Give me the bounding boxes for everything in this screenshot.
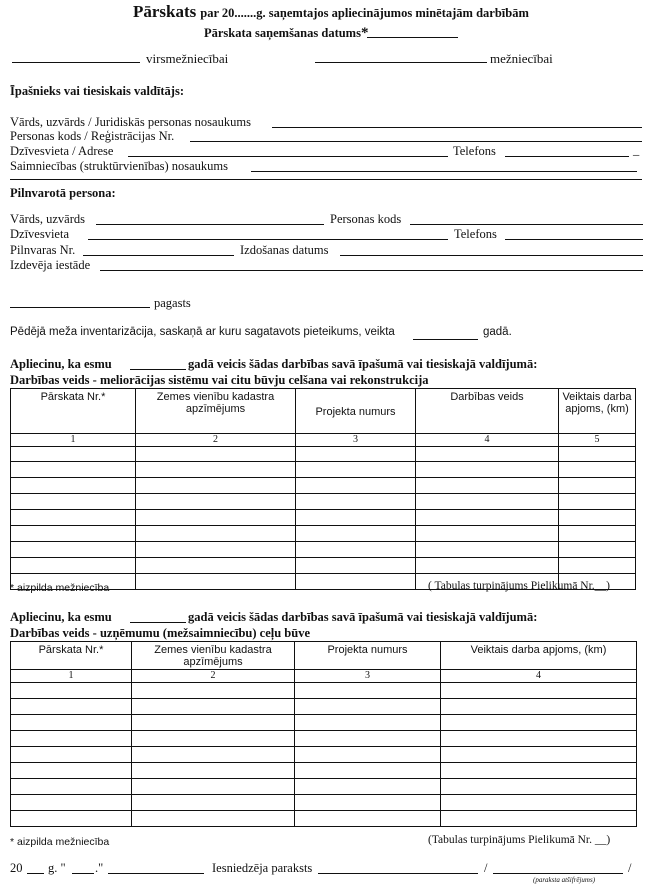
- table-cell[interactable]: [136, 558, 296, 574]
- table-row: [11, 542, 636, 558]
- section2-note: * aizpilda mežniecība: [10, 836, 110, 848]
- section2-type: Darbības veids - uzņēmumu (mežsaimniecību) ceļu būve: [10, 626, 310, 640]
- footer-decode-field[interactable]: [493, 873, 623, 874]
- proxy-issuer-field[interactable]: [100, 270, 643, 271]
- inventory-year-field[interactable]: [413, 339, 478, 340]
- s1-col-number: 3: [296, 434, 416, 447]
- table-cell[interactable]: [559, 462, 636, 478]
- footer-g-label: g. ": [48, 861, 66, 875]
- proxy-poa-field[interactable]: [83, 255, 234, 256]
- s1-header-cadastral: Zemes vienību kadastra apzīmējums: [136, 389, 296, 434]
- owner-unit-field[interactable]: [251, 171, 637, 172]
- forestry-district-field[interactable]: [12, 62, 140, 63]
- s1-header-activity: Darbības veids: [416, 389, 559, 434]
- proxy-phone-field[interactable]: [505, 239, 643, 240]
- table-cell[interactable]: [295, 795, 441, 811]
- footer-day-field[interactable]: [72, 873, 94, 874]
- section2-cert-before: Apliecinu, ka esmu: [10, 610, 112, 624]
- table-cell[interactable]: [416, 447, 559, 462]
- section1-note: * aizpilda mežniecība: [10, 582, 110, 594]
- table-cell[interactable]: [295, 811, 441, 827]
- section1-cert-before: Apliecinu, ka esmu: [10, 357, 112, 371]
- table-cell[interactable]: [295, 715, 441, 731]
- table-row: [11, 478, 636, 494]
- forestry-office-label: mežniecībai: [490, 51, 553, 66]
- table-cell[interactable]: [132, 779, 295, 795]
- table-cell[interactable]: [132, 811, 295, 827]
- proxy-name-field[interactable]: [96, 224, 324, 225]
- table-cell[interactable]: [11, 478, 136, 494]
- table-cell[interactable]: [441, 747, 637, 763]
- table-cell[interactable]: [441, 715, 637, 731]
- table-cell[interactable]: [11, 558, 136, 574]
- table-cell[interactable]: [136, 494, 296, 510]
- owner-code-label: Personas kods / Reģistrācijas Nr.: [10, 129, 175, 143]
- table-cell[interactable]: [296, 510, 416, 526]
- table-cell[interactable]: [441, 699, 637, 715]
- s1-header-volume: Veiktais darba apjoms, (km): [559, 389, 636, 434]
- table-cell[interactable]: [11, 494, 136, 510]
- table-cell[interactable]: [11, 699, 132, 715]
- s2-header-report-no: Pārskata Nr.*: [11, 642, 132, 670]
- forestry-office-field[interactable]: [315, 62, 487, 63]
- footer-signature-label: Iesniedzēja paraksts: [212, 861, 313, 875]
- table-row: [11, 494, 636, 510]
- table-cell[interactable]: [11, 715, 132, 731]
- s1-col-number: 4: [416, 434, 559, 447]
- table-cell[interactable]: [441, 811, 637, 827]
- table-row: [11, 715, 637, 731]
- table-cell[interactable]: [296, 526, 416, 542]
- table-row: [11, 462, 636, 478]
- asterisk: *: [360, 25, 369, 41]
- table-cell[interactable]: [416, 494, 559, 510]
- received-date-field[interactable]: [367, 37, 458, 38]
- section1-year-field[interactable]: [130, 369, 186, 370]
- proxy-issue-date-label: Izdošanas datums: [240, 243, 329, 257]
- table-cell[interactable]: [296, 558, 416, 574]
- table-cell[interactable]: [296, 447, 416, 462]
- table-cell[interactable]: [11, 779, 132, 795]
- table-cell[interactable]: [11, 510, 136, 526]
- table-cell[interactable]: [11, 763, 132, 779]
- table-cell[interactable]: [11, 683, 132, 699]
- owner-address-label: Dzīvesvieta / Adrese: [10, 144, 114, 158]
- table-cell[interactable]: [132, 699, 295, 715]
- s2-header-project: Projekta numurs: [295, 642, 441, 670]
- proxy-code-field[interactable]: [410, 224, 643, 225]
- table-row: [11, 558, 636, 574]
- footer-slash-left: /: [484, 861, 488, 875]
- footer-decode-caption: (paraksta atšifrējums): [533, 876, 596, 884]
- table-cell[interactable]: [559, 494, 636, 510]
- table-cell[interactable]: [295, 683, 441, 699]
- table-row: [11, 795, 637, 811]
- table-cell[interactable]: [295, 779, 441, 795]
- table-cell[interactable]: [416, 542, 559, 558]
- table-cell[interactable]: [11, 795, 132, 811]
- s2-col-number: 2: [132, 670, 295, 683]
- table-cell[interactable]: [295, 763, 441, 779]
- table-cell[interactable]: [132, 731, 295, 747]
- table-cell[interactable]: [296, 462, 416, 478]
- table-cell[interactable]: [441, 795, 637, 811]
- section1-type: Darbības veids - meliorācijas sistēmu vai citu būvju celšana vai rekonstrukcija: [10, 373, 429, 387]
- footer-year-field[interactable]: [27, 873, 44, 874]
- section1-continuation: ( Tabulas turpinājums Pielikumā Nr.__): [428, 580, 611, 592]
- table-cell[interactable]: [296, 574, 416, 590]
- s1-header-project: Projekta numurs: [296, 389, 416, 434]
- table-row: [11, 811, 637, 827]
- table-cell[interactable]: [296, 494, 416, 510]
- table-cell[interactable]: [136, 526, 296, 542]
- report-title: Pārskats: [133, 2, 197, 21]
- table-cell[interactable]: [441, 731, 637, 747]
- proxy-phone-label: Telefons: [454, 227, 497, 241]
- table-cell[interactable]: [295, 731, 441, 747]
- parish-field[interactable]: [10, 307, 150, 308]
- s2-col-number: 4: [441, 670, 637, 683]
- table-cell[interactable]: [136, 447, 296, 462]
- proxy-name-label: Vārds, uzvārds: [10, 212, 85, 226]
- s1-header-report-no: Pārskata Nr.*: [11, 389, 136, 434]
- footer-month-field[interactable]: [108, 873, 204, 874]
- owner-separator: [10, 179, 642, 180]
- table-cell[interactable]: [416, 526, 559, 542]
- table-row: [11, 447, 636, 462]
- owner-unit-label: Saimniecības (struktūrvienības) nosaukums: [10, 159, 229, 173]
- table-row: [11, 763, 637, 779]
- table-cell[interactable]: [11, 731, 132, 747]
- proxy-poa-label: Pilnvaras Nr.: [10, 243, 76, 257]
- table-row: [11, 683, 637, 699]
- table-cell[interactable]: [132, 763, 295, 779]
- table-row: [11, 747, 637, 763]
- table-cell[interactable]: [132, 747, 295, 763]
- table-cell[interactable]: [11, 526, 136, 542]
- s2-col-number: 3: [295, 670, 441, 683]
- owner-name-field[interactable]: [272, 127, 642, 128]
- table-cell[interactable]: [296, 478, 416, 494]
- table-cell[interactable]: [559, 542, 636, 558]
- table-cell[interactable]: [559, 447, 636, 462]
- table-cell[interactable]: [11, 811, 132, 827]
- table-cell[interactable]: [136, 574, 296, 590]
- s2-header-volume: Veiktais darba apjoms, (km): [441, 642, 637, 670]
- inventory-year-suffix: gadā.: [483, 326, 512, 338]
- section2-continuation: (Tabulas turpinājums Pielikumā Nr. __): [428, 834, 611, 846]
- owner-phone-field[interactable]: [505, 156, 629, 157]
- s1-col-number: 2: [136, 434, 296, 447]
- table-row: [11, 526, 636, 542]
- s2-col-number: 1: [11, 670, 132, 683]
- owner-name-label: Vārds, uzvārds / Juridiskās personas nosaukums: [10, 115, 251, 129]
- footer-signature-field[interactable]: [318, 873, 478, 874]
- table-cell[interactable]: [295, 699, 441, 715]
- section2-cert-after: gadā veicis šādas darbības savā īpašumā vai tiesiskajā valdījumā:: [188, 610, 538, 624]
- table-cell[interactable]: [132, 683, 295, 699]
- s1-col-number: 1: [11, 434, 136, 447]
- inventory-text: Pēdējā meža inventarizācija, saskaņā ar kuru sagatavots pieteikums, veikta: [10, 326, 395, 338]
- proxy-heading: Pilnvarotā persona:: [10, 186, 116, 200]
- report-subtitle: par 20.......g. saņemtajos apliecinājumos minētajām darbībām: [200, 6, 529, 20]
- s2-header-cadastral: Zemes vienību kadastra apzīmējums: [132, 642, 295, 670]
- parish-label: pagasts: [154, 296, 191, 310]
- section1-cert-after: gadā veicis šādas darbības savā īpašumā vai tiesiskajā valdījumā:: [188, 357, 538, 371]
- table-cell[interactable]: [136, 510, 296, 526]
- footer-slash-right: /: [628, 861, 632, 875]
- table-cell[interactable]: [441, 683, 637, 699]
- section2-table: [10, 641, 637, 827]
- table-cell[interactable]: [416, 558, 559, 574]
- table-cell[interactable]: [136, 542, 296, 558]
- forestry-district-label: virsmežniecībai: [146, 51, 229, 66]
- owner-heading: Īpašnieks vai tiesiskais valdītājs:: [10, 84, 184, 98]
- s1-col-number: 5: [559, 434, 636, 447]
- table-cell[interactable]: [136, 478, 296, 494]
- footer-quote: .": [95, 861, 104, 875]
- table-cell[interactable]: [132, 715, 295, 731]
- owner-phone-label: Telefons: [453, 144, 496, 158]
- owner-phone-dash: _: [633, 143, 640, 157]
- table-cell[interactable]: [416, 462, 559, 478]
- report-title-row: [133, 2, 529, 22]
- received-date-label: Pārskata saņemšanas datums: [204, 26, 361, 40]
- owner-address-field[interactable]: [128, 156, 448, 157]
- proxy-code-label: Personas kods: [330, 212, 402, 226]
- table-cell[interactable]: [441, 779, 637, 795]
- section1-table: [10, 388, 636, 590]
- table-cell[interactable]: [11, 542, 136, 558]
- table-row: [11, 731, 637, 747]
- table-cell[interactable]: [295, 747, 441, 763]
- table-cell[interactable]: [416, 510, 559, 526]
- table-cell[interactable]: [296, 542, 416, 558]
- table-cell[interactable]: [559, 526, 636, 542]
- table-row: [11, 699, 637, 715]
- table-row: [11, 510, 636, 526]
- section2-year-field[interactable]: [130, 622, 186, 623]
- proxy-issue-date-field[interactable]: [340, 255, 643, 256]
- received-date-label-row: [204, 25, 368, 42]
- table-cell[interactable]: [136, 462, 296, 478]
- table-row: [11, 779, 637, 795]
- table-cell[interactable]: [132, 795, 295, 811]
- table-cell[interactable]: [11, 447, 136, 462]
- footer-year-prefix: 20: [10, 861, 23, 875]
- proxy-residence-field[interactable]: [88, 239, 448, 240]
- table-cell[interactable]: [559, 558, 636, 574]
- table-cell[interactable]: [559, 478, 636, 494]
- table-cell[interactable]: [441, 763, 637, 779]
- proxy-residence-label: Dzīvesvieta: [10, 227, 70, 241]
- table-cell[interactable]: [559, 510, 636, 526]
- table-cell[interactable]: [416, 478, 559, 494]
- owner-code-field[interactable]: [190, 141, 642, 142]
- proxy-issuer-label: Izdevēja iestāde: [10, 258, 91, 272]
- table-cell[interactable]: [11, 747, 132, 763]
- table-cell[interactable]: [11, 462, 136, 478]
